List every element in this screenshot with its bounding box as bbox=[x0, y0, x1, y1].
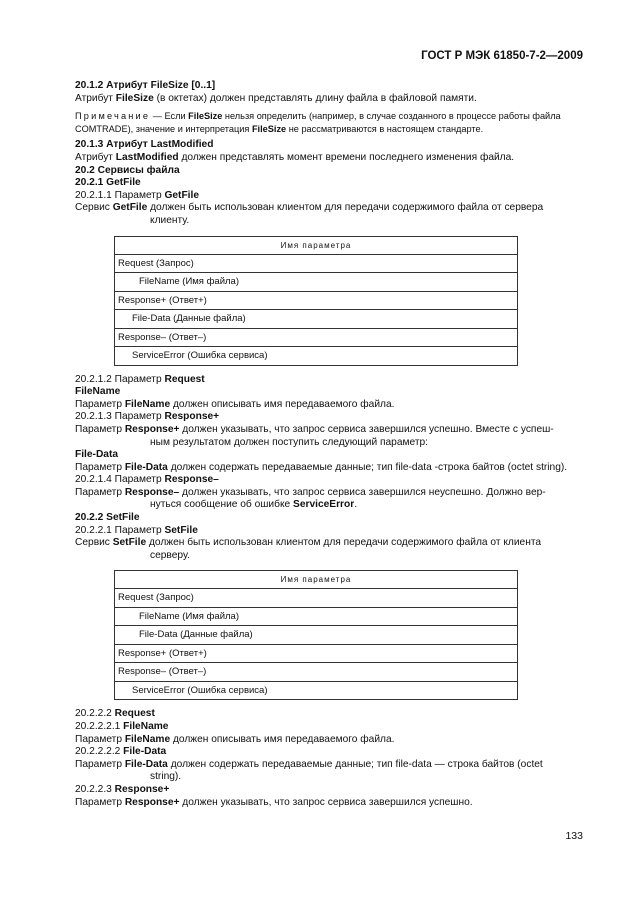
table-row: Response– (Ответ–) bbox=[115, 329, 517, 348]
term: Request bbox=[114, 708, 155, 720]
text: должен указывать, что запрос сервиса завершился успешно. bbox=[179, 796, 473, 808]
parameter-table-setfile bbox=[114, 570, 518, 700]
text: Параметр bbox=[75, 733, 125, 745]
paragraph bbox=[75, 784, 585, 797]
paragraph bbox=[75, 487, 585, 500]
text: 20.2.1.1 Параметр bbox=[75, 189, 165, 201]
paragraph bbox=[75, 525, 585, 538]
text: . bbox=[354, 499, 358, 511]
text: Параметр bbox=[75, 461, 125, 473]
table-row: Response+ (Ответ+) bbox=[115, 292, 517, 311]
term: Response– bbox=[124, 486, 180, 498]
paragraph bbox=[75, 537, 585, 550]
term: Response+ bbox=[124, 423, 180, 435]
text: нельзя определить (например, в случае созданного в процессе работы файла COMTRADE), значение и интерпретация bbox=[75, 111, 561, 134]
text: не рассматриваются в настоящем стандарте. bbox=[286, 123, 484, 134]
term: FileSize bbox=[251, 123, 287, 134]
text: должен содержать передаваемые данные; тип file-data — строка байтов (octet bbox=[167, 758, 543, 770]
paragraph bbox=[75, 721, 585, 734]
text: нуться сообщение об ошибке bbox=[150, 499, 294, 511]
paragraph bbox=[75, 374, 585, 387]
text: Атрибут bbox=[75, 92, 116, 104]
subheading: FileName bbox=[75, 386, 121, 398]
text: 20.2.1.4 Параметр bbox=[75, 474, 165, 486]
heading-20-2: 20.2 Сервисы файла bbox=[75, 164, 180, 176]
text: — Если bbox=[150, 111, 189, 122]
term: File-Data bbox=[123, 746, 167, 758]
paragraph bbox=[75, 202, 585, 215]
paragraph bbox=[75, 399, 585, 412]
paragraph bbox=[75, 411, 585, 424]
table-row: Response+ (Ответ+) bbox=[115, 645, 517, 664]
text: должен описывать имя передаваемого файла. bbox=[170, 398, 395, 410]
page-number: 133 bbox=[565, 830, 583, 842]
term: FileName bbox=[124, 398, 171, 410]
table-row: Response– (Ответ–) bbox=[115, 663, 517, 682]
text: 20.2.2.2.2 bbox=[75, 746, 124, 758]
term: GetFile bbox=[112, 202, 148, 214]
term: FileName bbox=[124, 733, 171, 745]
text: Параметр bbox=[75, 423, 125, 435]
text: должен описывать имя передаваемого файла. bbox=[170, 733, 395, 745]
term: Response– bbox=[164, 474, 219, 486]
table-header: Имя параметра bbox=[115, 237, 517, 255]
term: FileSize bbox=[188, 111, 223, 122]
text: (в октетах) должен представлять длину файла в файловой памяти. bbox=[153, 92, 477, 104]
text: 20.2.2.3 bbox=[75, 784, 115, 795]
paragraph bbox=[75, 708, 585, 721]
paragraph-continuation: клиенту. bbox=[150, 214, 190, 226]
term: File-Data bbox=[124, 461, 168, 473]
page-body bbox=[75, 80, 585, 809]
term: File-Data bbox=[124, 758, 168, 770]
paragraph-continuation: ным результатом должен поступить следующий параметр: bbox=[150, 436, 429, 448]
term: FileSize bbox=[115, 92, 154, 104]
text: должен представлять момент времени последнего изменения файла. bbox=[178, 151, 515, 163]
table-header: Имя параметра bbox=[115, 571, 517, 589]
text: должен указывать, что запрос сервиса завершился успешно. Вместе с успеш- bbox=[179, 423, 554, 435]
text: должен быть использован клиентом для передачи содержимого файла от сервера bbox=[147, 202, 544, 214]
text: Сервис bbox=[75, 537, 113, 549]
term: FileName bbox=[123, 721, 169, 733]
table-row: File-Data (Данные файла) bbox=[115, 626, 517, 645]
heading-20-2-1: 20.2.1 GetFile bbox=[75, 177, 141, 189]
term: SetFile bbox=[164, 524, 198, 536]
term: GetFile bbox=[164, 189, 200, 201]
text: 20.2.2.2.1 bbox=[75, 721, 124, 733]
paragraph bbox=[75, 797, 585, 810]
table-row: ServiceError (Ошибка сервиса) bbox=[132, 350, 268, 362]
table-row: Request (Запрос) bbox=[115, 589, 517, 608]
note bbox=[75, 110, 585, 135]
text: Параметр bbox=[75, 398, 125, 410]
text: 20.2.2.2 bbox=[75, 708, 115, 720]
term: ServiceError bbox=[293, 499, 355, 511]
paragraph bbox=[75, 93, 585, 106]
term: Response+ bbox=[164, 411, 220, 423]
text: Параметр bbox=[75, 758, 125, 770]
table-row: FileName (Имя файла) bbox=[115, 273, 517, 292]
table-row: Request (Запрос) bbox=[115, 255, 517, 274]
paragraph-continuation bbox=[75, 499, 585, 512]
text: 20.2.1.3 Параметр bbox=[75, 411, 165, 423]
parameter-table-getfile bbox=[114, 236, 518, 366]
term: Request bbox=[164, 373, 205, 385]
term: LastModified bbox=[115, 151, 179, 163]
text: Атрибут bbox=[75, 151, 116, 163]
paragraph-continuation: string). bbox=[150, 771, 182, 783]
table-row: ServiceError (Ошибка сервиса) bbox=[132, 684, 268, 696]
heading-20-1-2: 20.1.2 Атрибут FileSize [0..1] bbox=[75, 80, 216, 91]
text: должен указывать, что запрос сервиса завершился неуспешно. Должно вер- bbox=[179, 486, 546, 498]
text: Параметр bbox=[75, 486, 125, 498]
heading-20-1-3: 20.1.3 Атрибут LastModified bbox=[75, 139, 214, 151]
subheading: File-Data bbox=[75, 449, 119, 461]
text: должен содержать передаваемые данные; тип file-data -строка байтов (octet string). bbox=[167, 461, 568, 473]
text: Сервис bbox=[75, 202, 113, 214]
paragraph-continuation: серверу. bbox=[150, 549, 190, 561]
text: 20.2.2.1 Параметр bbox=[75, 524, 165, 536]
paragraph bbox=[75, 462, 585, 475]
paragraph bbox=[75, 424, 585, 437]
paragraph bbox=[75, 190, 585, 203]
heading-20-2-2: 20.2.2 SetFile bbox=[75, 512, 140, 524]
term: Response+ bbox=[124, 796, 180, 808]
document-header: ГОСТ Р МЭК 61850-7-2—2009 bbox=[421, 50, 583, 62]
table-row: FileName (Имя файла) bbox=[115, 608, 517, 627]
table-row: File-Data (Данные файла) bbox=[115, 310, 517, 329]
note-label: Примечание bbox=[75, 111, 151, 122]
paragraph bbox=[75, 152, 585, 165]
term: Response+ bbox=[114, 784, 170, 795]
term: SetFile bbox=[112, 537, 147, 549]
text: должен быть использован клиентом для передачи содержимого файла от клиента bbox=[146, 537, 542, 549]
text: 20.2.1.2 Параметр bbox=[75, 373, 165, 385]
paragraph bbox=[75, 474, 585, 487]
paragraph bbox=[75, 746, 585, 759]
text: Параметр bbox=[75, 796, 125, 808]
paragraph bbox=[75, 759, 585, 772]
paragraph bbox=[75, 734, 585, 747]
